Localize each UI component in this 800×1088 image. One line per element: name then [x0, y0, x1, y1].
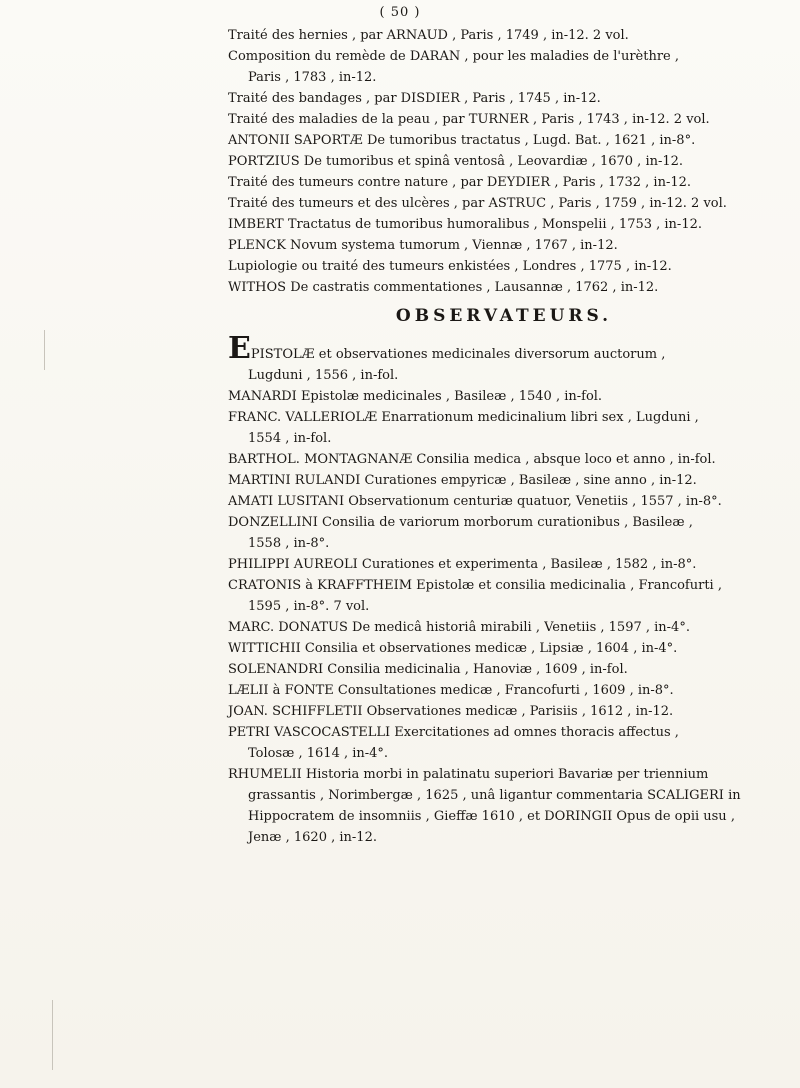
entry-line-continuation: 1595 , in-8°. 7 vol. — [248, 599, 370, 614]
entry-line: Traité des bandages , par DISDIER , Paris , 1745 , in-12. — [228, 91, 601, 106]
entry-line: Lupiologie ou traité des tumeurs enkistées , Londres , 1775 , in-12. — [228, 259, 672, 274]
entry-line-continuation: 1554 , in-fol. — [248, 431, 332, 446]
entry-line-continuation: Hippocratem de insomniis , Gieffæ 1610 , et DORINGII Opus de opii usu , — [248, 809, 735, 824]
entry-line: MANARDI Epistolæ medicinales , Basileæ , 1540 , in-fol. — [228, 389, 603, 404]
entry-line: RHUMELII Historia morbi in palatinatu superiori Bavariæ per triennium — [228, 767, 709, 782]
entry-line: SOLENANDRI Consilia medicinalia , Hanoviæ , 1609 , in-fol. — [228, 662, 628, 677]
entry-line: FRANC. VALLERIOLÆ Enarrationum medicinalium libri sex , Lugduni , — [228, 410, 699, 425]
entry-line: ANTONII SAPORTÆ De tumoribus tractatus , Lugd. Bat. , 1621 , in-8°. — [228, 133, 696, 148]
entry-line: PORTZIUS De tumoribus et spinâ ventosâ , Leovardiæ , 1670 , in-12. — [228, 154, 684, 169]
entry-line: Traité des tumeurs et des ulcères , par ASTRUC , Paris , 1759 , in-12. 2 vol. — [228, 196, 727, 211]
entry-line-continuation: Lugduni , 1556 , in-fol. — [248, 368, 399, 383]
page-number: ( 50 ) — [379, 5, 421, 20]
entry-line: WITTICHII Consilia et observationes medicæ , Lipsiæ , 1604 , in-4°. — [228, 641, 678, 656]
entry-line: BARTHOL. MONTAGNANÆ Consilia medica , absque loco et anno , in-fol. — [228, 452, 716, 467]
scan-mark-left — [44, 330, 45, 370]
scan-mark-left-lower — [52, 1000, 53, 1070]
entry-line: Traité des hernies , par ARNAUD , Paris , 1749 , in-12. 2 vol. — [228, 28, 629, 43]
entry-line: JOAN. SCHIFFLETII Observationes medicæ , Parisiis , 1612 , in-12. — [228, 704, 674, 719]
entry-line: WITHOS De castratis commentationes , Lausannæ , 1762 , in-12. — [228, 280, 659, 295]
entry-line: PLENCK Novum systema tumorum , Viennæ , 1767 , in-12. — [228, 238, 618, 253]
entry-line: Traité des tumeurs contre nature , par DEYDIER , Paris , 1732 , in-12. — [228, 175, 692, 190]
entry-line-continuation: 1558 , in-8°. — [248, 536, 330, 551]
entry-line: DONZELLINI Consilia de variorum morborum curationibus , Basileæ , — [228, 515, 693, 530]
entry-line-text: PISTOLÆ et observationes medicinales diversorum auctorum , — [250, 347, 666, 362]
section-heading: OBSERVATEURS. — [395, 306, 613, 326]
entry-line-continuation: Tolosæ , 1614 , in-4°. — [248, 746, 389, 761]
entry-line-continuation: grassantis , Norimbergæ , 1625 , unâ ligantur commentaria SCALIGERI in — [248, 788, 741, 803]
entry-line: LÆLII à FONTE Consultationes medicæ , Francofurti , 1609 , in-8°. — [228, 683, 674, 698]
entry-line: MARC. DONATUS De medicâ historiâ mirabili , Venetiis , 1597 , in-4°. — [228, 620, 690, 635]
entry-line: PETRI VASCOCASTELLI Exercitationes ad omnes thoracis affectus , — [228, 725, 679, 740]
entry-line-continuation: Jenæ , 1620 , in-12. — [248, 830, 377, 845]
bibliography-list — [228, 25, 780, 848]
entry-line: PHILIPPI AUREOLI Curationes et experimenta , Basileæ , 1582 , in-8°. — [228, 557, 697, 572]
entry-line-continuation: Paris , 1783 , in-12. — [248, 70, 377, 85]
entry-line: Traité des maladies de la peau , par TURNER , Paris , 1743 , in-12. 2 vol. — [228, 112, 710, 127]
entry-line: MARTINI RULANDI Curationes empyricæ , Basileæ , sine anno , in-12. — [228, 473, 697, 488]
entry-line: IMBERT Tractatus de tumoribus humoralibus , Monspelii , 1753 , in-12. — [228, 217, 702, 232]
entry-line-dropcap — [228, 331, 780, 366]
entry-line: Composition du remède de DARAN , pour les maladies de l'urèthre , — [228, 49, 680, 64]
entry-line: AMATI LUSITANI Observationum centuriæ quatuor, Venetiis , 1557 , in-8°. — [228, 494, 722, 509]
entry-line: CRATONIS à KRAFFTHEIM Epistolæ et consilia medicinalia , Francofurti , — [228, 578, 722, 593]
drop-cap: E — [228, 331, 251, 366]
